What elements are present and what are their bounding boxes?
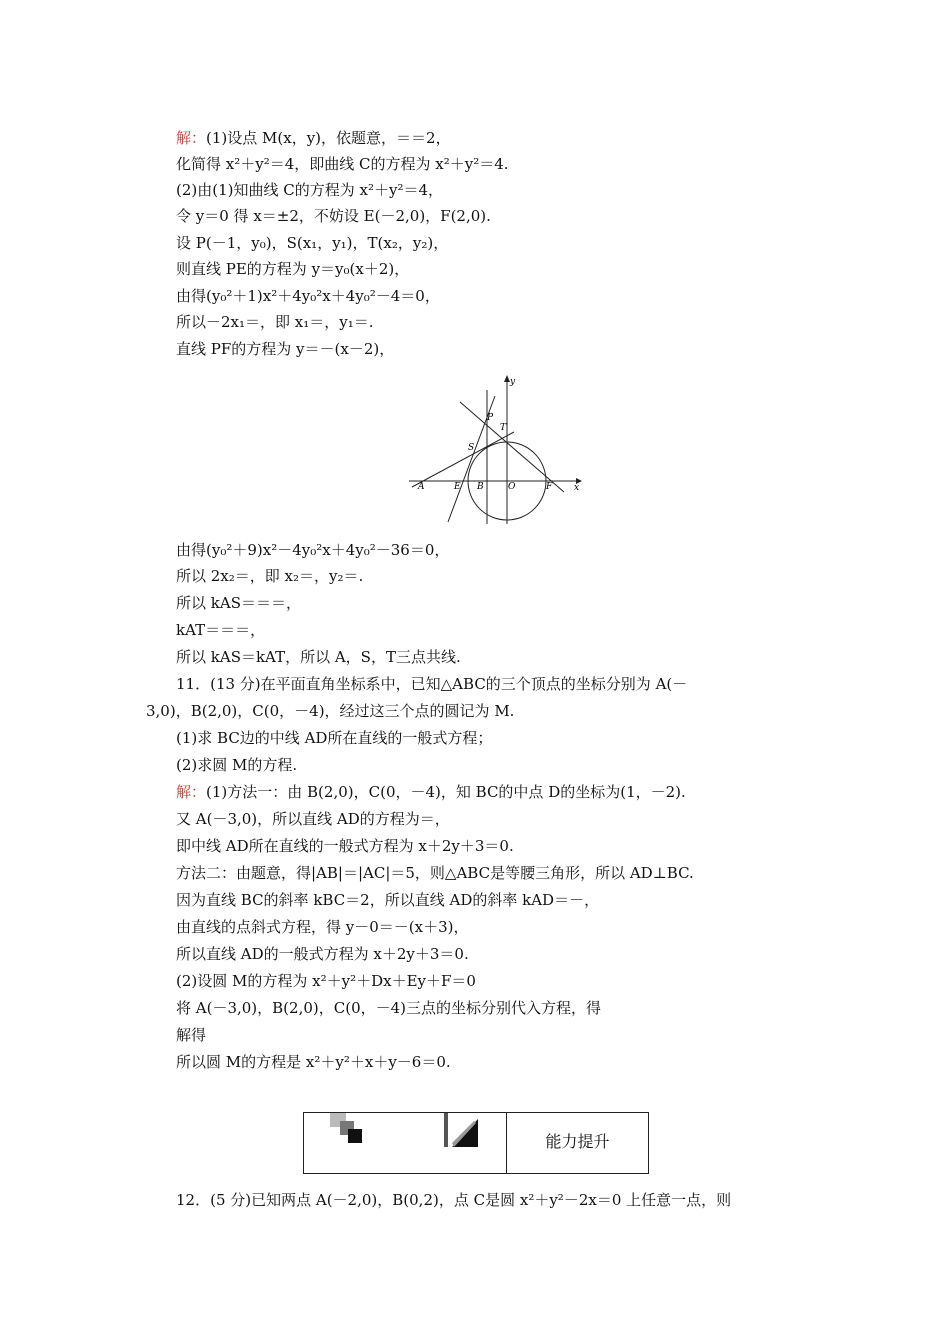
text-line	[176, 593, 301, 613]
line-content: 化简得 x²＋y²＝4，即曲线 C的方程为 x²＋y²＝4.	[176, 155, 509, 173]
text-line	[176, 1025, 206, 1045]
label-o: O	[508, 482, 516, 492]
text-line	[176, 863, 694, 883]
answer-label: 解：	[176, 129, 207, 147]
line-content: 设 P(－1，y₀)，S(x₁，y₁)，T(x₂，y₂)，	[176, 234, 449, 252]
text-line	[176, 312, 374, 332]
banner-decoration-icon	[330, 1113, 370, 1147]
label-s: S	[468, 443, 475, 453]
label-x: x	[574, 483, 580, 493]
label-f: F	[546, 482, 553, 492]
text-line	[176, 647, 461, 667]
text-line	[176, 1052, 451, 1072]
text-line	[176, 782, 686, 802]
text-line	[176, 809, 450, 829]
line-content: 所以圆 M的方程是 x²＋y²＋x＋y－6＝0.	[176, 1053, 451, 1071]
text-line	[176, 540, 449, 560]
label-y: y	[510, 377, 516, 387]
line-content: 所以直线 AD的一般式方程为 x＋2y＋3＝0.	[176, 945, 469, 963]
line-content: 所以 kAS＝kAT，所以 A，S，T三点共线.	[176, 648, 461, 666]
text-line	[146, 701, 514, 721]
text-line	[176, 180, 443, 200]
text-line	[176, 836, 514, 856]
line-content: 方法二：由题意，得|AB|＝|AC|＝5，则△ABC是等腰三角形，所以 AD⊥BC.	[176, 864, 694, 882]
text-line	[176, 233, 448, 253]
line-content: 由直线的点斜式方程，得 y－0＝－(x＋3)，	[176, 918, 469, 936]
label-t: T	[500, 423, 507, 433]
text-line	[176, 128, 451, 148]
line-ast	[412, 432, 514, 487]
text-line	[176, 620, 265, 640]
line-content: 令 y＝0 得 x＝±2，不妨设 E(－2,0)，F(2,0).	[176, 207, 491, 225]
line-content: 12．(5 分)已知两点 A(－2,0)，B(0,2)，点 C是圆 x²＋y²－2x＝0 上任意一点，则	[176, 1191, 732, 1209]
text-line	[176, 259, 409, 279]
label-b: B	[477, 482, 484, 492]
line-content: (2)设圆 M的方程为 x²＋y²＋Dx＋Ey＋F＝0	[176, 972, 476, 990]
line-content: 3,0)，B(2,0)，C(0，－4)，经过这三个点的圆记为 M.	[146, 702, 515, 720]
line-content: (1)设点 M(x，y)，依题意，＝＝2，	[206, 129, 451, 147]
banner-label: 能力提升	[545, 1132, 610, 1151]
line-content: (1)方法一：由 B(2,0)，C(0，－4)，知 BC的中点 D的坐标为(1，－2).	[206, 783, 686, 801]
line-content: 由得(y₀²＋1)x²＋4y₀²x＋4y₀²－4＝0，	[176, 287, 440, 305]
line-content: (2)求圆 M的方程.	[176, 756, 298, 774]
text-line	[176, 339, 394, 359]
text-line	[176, 674, 687, 694]
line-content: 将 A(－3,0)，B(2,0)，C(0，－4)三点的坐标分别代入方程，得	[176, 999, 602, 1017]
label-a: A	[418, 482, 425, 492]
answer-label: 解：	[176, 783, 207, 801]
text-line	[176, 971, 476, 991]
line-content: (2)由(1)知曲线 C的方程为 x²＋y²＝4，	[176, 181, 444, 199]
line-content: kAT＝＝＝，	[176, 621, 266, 639]
line-content: 11．(13 分)在平面直角坐标系中，已知△ABC的三个顶点的坐标分别为 A(－	[176, 675, 688, 693]
text-line	[176, 566, 363, 586]
text-line	[176, 755, 297, 775]
text-line	[176, 728, 492, 748]
geometry-figure	[404, 372, 596, 528]
line-content: 所以 kAS＝＝＝，	[176, 594, 301, 612]
text-line	[176, 286, 440, 306]
text-line	[176, 154, 509, 174]
text-line	[176, 917, 469, 937]
text-line	[176, 998, 601, 1018]
line-content: 由得(y₀²＋9)x²－4y₀²x＋4y₀²－36＝0，	[176, 541, 450, 559]
label-p: P	[487, 413, 494, 423]
line-content: 即中线 AD所在直线的一般式方程为 x＋2y＋3＝0.	[176, 837, 514, 855]
banner-corner-icon	[444, 1113, 480, 1149]
line-content: 所以 2x₂＝，即 x₂＝，y₂＝.	[176, 567, 364, 585]
label-e: E	[454, 482, 461, 492]
line-content: (1)求 BC边的中线 AD所在直线的一般式方程；	[176, 729, 493, 747]
line-content: 所以－2x₁＝，即 x₁＝，y₁＝.	[176, 313, 374, 331]
text-line	[176, 944, 469, 964]
text-line	[176, 890, 599, 910]
line-content: 直线 PF的方程为 y＝－(x－2)，	[176, 340, 395, 358]
text-line	[176, 1190, 731, 1210]
line-content: 又 A(－3,0)，所以直线 AD的方程为＝，	[176, 810, 450, 828]
text-line	[176, 206, 491, 226]
line-content: 因为直线 BC的斜率 kBC＝2，所以直线 AD的斜率 kAD＝－，	[176, 891, 600, 909]
line-content: 解得	[176, 1026, 207, 1044]
line-content: 则直线 PE的方程为 y＝y₀(x＋2)，	[176, 260, 410, 278]
